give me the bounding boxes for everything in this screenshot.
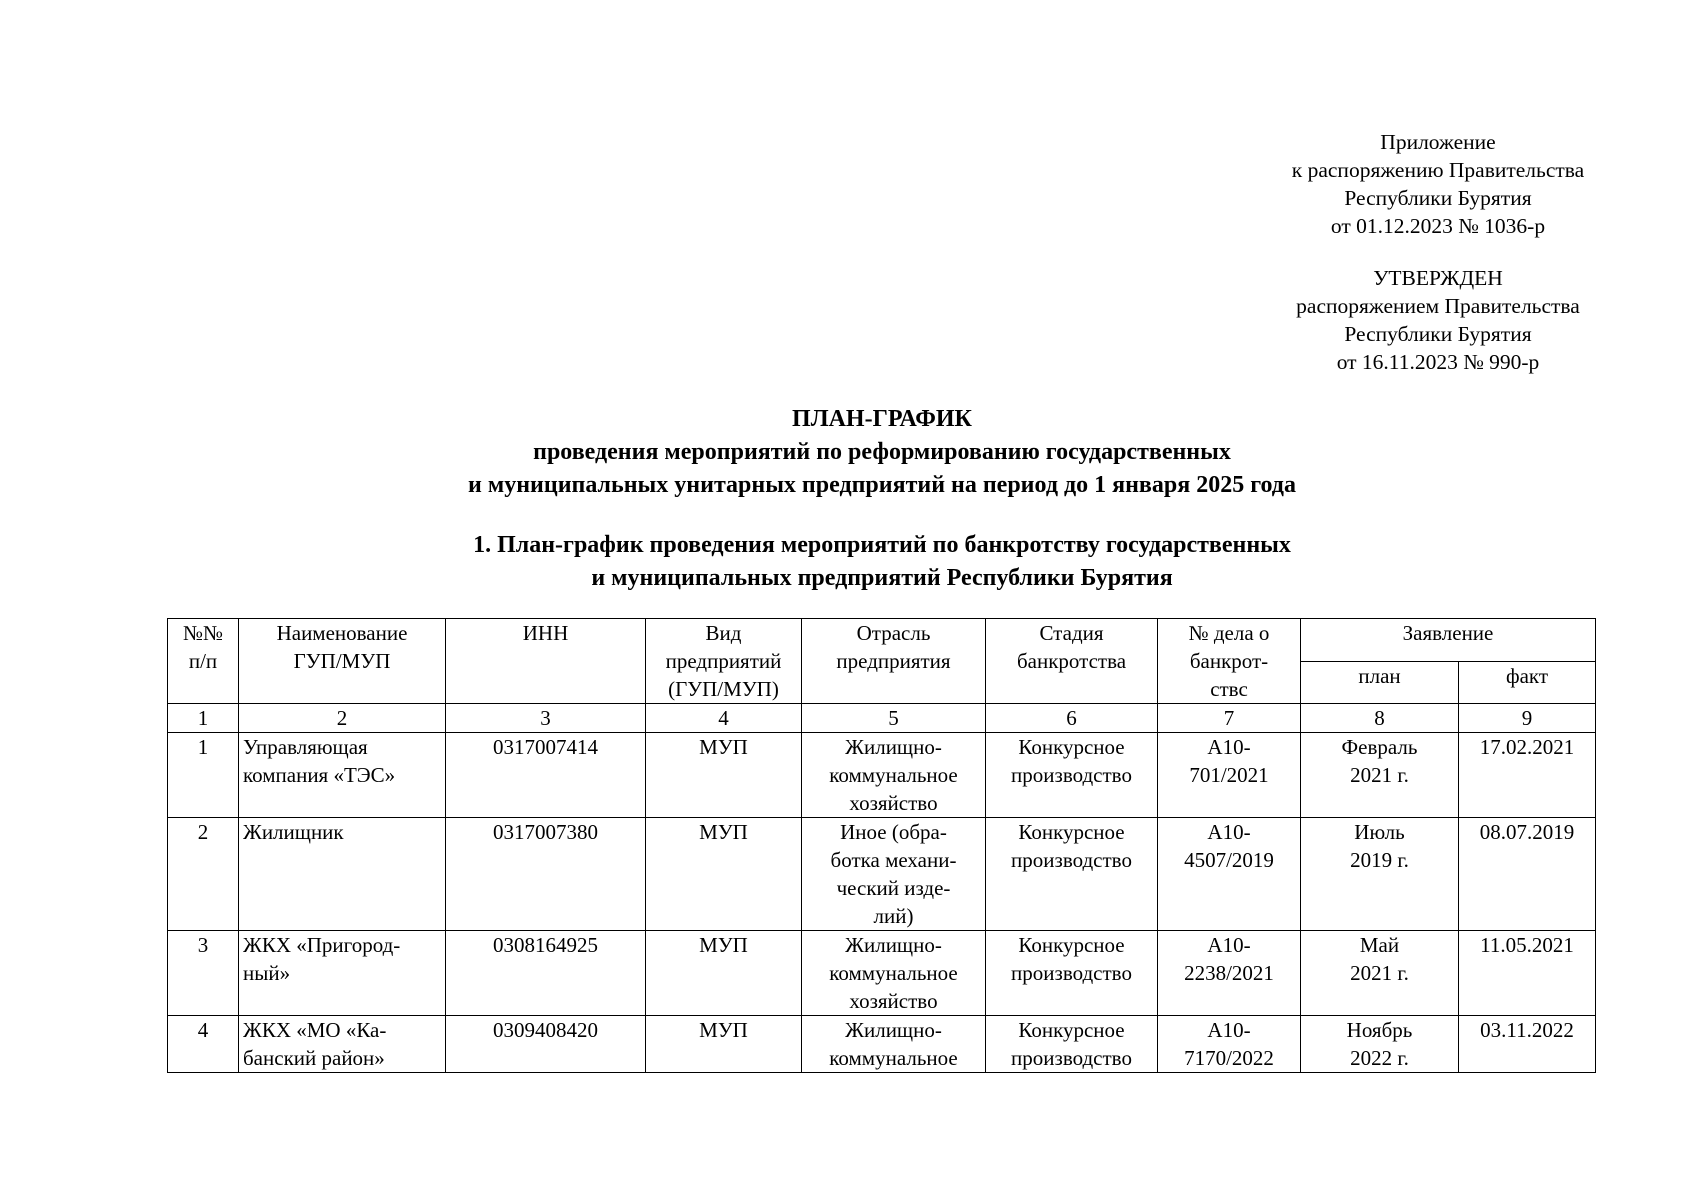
row-case: А10- 2238/2021 <box>1158 931 1301 1016</box>
title-line: проведения мероприятий по реформированию государственных <box>533 439 1231 465</box>
column-number: 6 <box>986 704 1158 733</box>
appendix-block <box>1228 128 1648 240</box>
table-row <box>168 931 1596 1016</box>
row-inn: 0317007380 <box>446 818 646 931</box>
row-type: МУП <box>646 733 802 818</box>
row-name: Управляющая компания «ТЭС» <box>239 733 446 818</box>
approved-block <box>1228 264 1648 376</box>
column-number: 1 <box>168 704 239 733</box>
bankruptcy-table <box>167 618 1596 1073</box>
section-title <box>0 529 1698 595</box>
row-name: ЖКХ «МО «Ка- банский район» <box>239 1016 446 1073</box>
row-industry: Иное (обра- ботка механи- ческий изде- лий) <box>802 818 986 931</box>
column-number: 5 <box>802 704 986 733</box>
header-case: № дела о банкрот- ствс <box>1158 619 1301 704</box>
header-type: Вид предприятий (ГУП/МУП) <box>646 619 802 704</box>
row-plan: Май 2021 г. <box>1301 931 1459 1016</box>
row-num: 3 <box>168 931 239 1016</box>
row-fact: 17.02.2021 <box>1459 733 1596 818</box>
header-stage: Стадия банкротства <box>986 619 1158 704</box>
row-plan: Ноябрь 2022 г. <box>1301 1016 1459 1073</box>
row-type: МУП <box>646 818 802 931</box>
column-number: 4 <box>646 704 802 733</box>
row-fact: 08.07.2019 <box>1459 818 1596 931</box>
row-plan: Июль 2019 г. <box>1301 818 1459 931</box>
row-stage: Конкурсное производство <box>986 1016 1158 1073</box>
row-inn: 0309408420 <box>446 1016 646 1073</box>
row-name: Жилищник <box>239 818 446 931</box>
header-row <box>168 619 1596 662</box>
row-name: ЖКХ «Пригород- ный» <box>239 931 446 1016</box>
header-name: Наименование ГУП/МУП <box>239 619 446 704</box>
header-statement: Заявление <box>1301 619 1596 662</box>
row-stage: Конкурсное производство <box>986 818 1158 931</box>
table-row <box>168 733 1596 818</box>
column-number: 9 <box>1459 704 1596 733</box>
row-industry: Жилищно- коммунальное хозяйство <box>802 931 986 1016</box>
section-title-line: и муниципальных предприятий Республики Бурятия <box>591 565 1173 591</box>
approved-line: УТВЕРЖДЕН <box>1373 266 1503 290</box>
row-case: А10- 4507/2019 <box>1158 818 1301 931</box>
row-num: 1 <box>168 733 239 818</box>
row-case: А10- 7170/2022 <box>1158 1016 1301 1073</box>
table-row <box>168 818 1596 931</box>
row-case: А10- 701/2021 <box>1158 733 1301 818</box>
column-number: 2 <box>239 704 446 733</box>
row-inn: 0317007414 <box>446 733 646 818</box>
row-type: МУП <box>646 931 802 1016</box>
header-plan: план <box>1301 661 1459 704</box>
table-row <box>168 1016 1596 1073</box>
row-stage: Конкурсное производство <box>986 931 1158 1016</box>
approved-line: распоряжением Правительства <box>1296 294 1580 318</box>
row-fact: 03.11.2022 <box>1459 1016 1596 1073</box>
column-number-row <box>168 704 1596 733</box>
appendix-line: Республики Бурятия <box>1344 186 1532 210</box>
header-inn: ИНН <box>446 619 646 704</box>
row-num: 4 <box>168 1016 239 1073</box>
header-fact: факт <box>1459 661 1596 704</box>
approved-line: от 16.11.2023 № 990-р <box>1336 350 1540 374</box>
row-stage: Конкурсное производство <box>986 733 1158 818</box>
column-number: 8 <box>1301 704 1459 733</box>
title-line: ПЛАН-ГРАФИК <box>792 406 972 432</box>
approved-line: Республики Бурятия <box>1344 322 1532 346</box>
title-line: и муниципальных унитарных предприятий на период до 1 января 2025 года <box>468 472 1296 498</box>
row-industry: Жилищно- коммунальное хозяйство <box>802 733 986 818</box>
document-title <box>0 403 1698 502</box>
appendix-line: от 01.12.2023 № 1036-р <box>1330 214 1546 238</box>
row-industry: Жилищно- коммунальное <box>802 1016 986 1073</box>
column-number: 7 <box>1158 704 1301 733</box>
row-type: МУП <box>646 1016 802 1073</box>
header-industry: Отрасль предприятия <box>802 619 986 704</box>
header-num: №№ п/п <box>168 619 239 704</box>
row-fact: 11.05.2021 <box>1459 931 1596 1016</box>
row-inn: 0308164925 <box>446 931 646 1016</box>
appendix-line: к распоряжению Правительства <box>1291 158 1585 182</box>
appendix-line: Приложение <box>1380 130 1496 154</box>
row-num: 2 <box>168 818 239 931</box>
section-title-line: 1. План-график проведения мероприятий по банкротству государственных <box>473 532 1291 558</box>
row-plan: Февраль 2021 г. <box>1301 733 1459 818</box>
column-number: 3 <box>446 704 646 733</box>
